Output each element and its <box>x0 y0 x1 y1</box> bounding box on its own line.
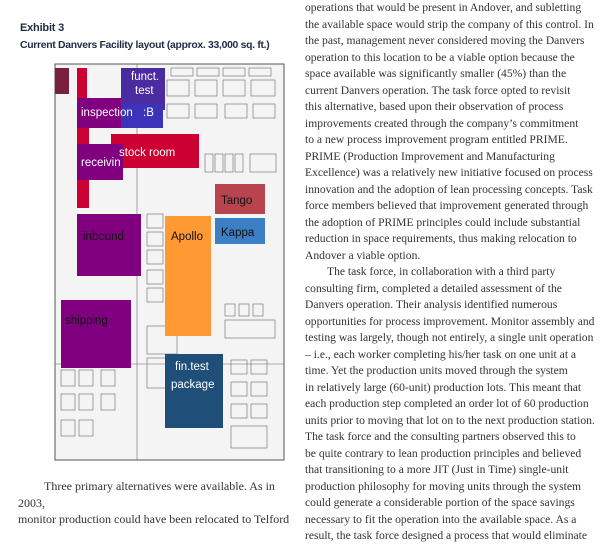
body-line: opportunities for process improvement. Monitor assembly and <box>305 314 595 328</box>
body-line: consulting firm, completed a detailed assessment of the <box>305 281 562 295</box>
exhibit-subtitle: Current Danvers Facility layout (approx. 33,000 sq. ft.) <box>20 40 270 51</box>
inbound-region <box>77 214 141 276</box>
facility-floorplan <box>55 64 284 460</box>
exhibit-title: Exhibit 3 <box>20 22 65 34</box>
shipping-label: shipping <box>65 315 108 327</box>
body-line: Excellence) was a relatively new initiative focused on process <box>305 166 593 179</box>
body-line: force members believed that improvement generated through <box>305 199 589 212</box>
body-line: the past, management never considered moving the Danvers <box>305 34 585 47</box>
body-line: production philosophy for moving units through the system <box>305 479 581 493</box>
body-line: reduction in space requirements, thus making relocation to <box>305 232 577 245</box>
body-line: Danvers operation. Their analysis identified numerous <box>305 298 558 311</box>
funct-test-label-1: funct. <box>131 71 160 83</box>
body-line: units prior to moving that lot on to the next production station. <box>305 413 595 427</box>
shipping-region <box>61 300 131 368</box>
fin-test-label: fin.test <box>175 361 209 373</box>
body-line: the available space would strip the company of this control. In <box>305 17 594 31</box>
right-column <box>305 0 611 542</box>
body-line: PRIME (Production Improvement and Manufacturing <box>305 149 555 163</box>
body-line: current Danvers operation. The task force opted to revisit <box>305 83 571 97</box>
body-line: be quite contrary to lean production principles and believed <box>305 446 582 460</box>
left-column <box>0 0 295 526</box>
pcb-label: :B <box>143 107 154 119</box>
body-line: could generate a considerable portion of the space savings <box>305 496 575 509</box>
receiving-label: receivin <box>81 157 121 169</box>
body-line: in relatively large (60-unit) production lots. This meant that <box>305 380 582 394</box>
body-line: operation to this location to be a viable option because the <box>305 50 575 64</box>
body-line: testing was largely, though not entirely, a single unit operation <box>305 331 594 344</box>
stock-room-label: stock room <box>119 147 176 159</box>
kappa-label: Kappa <box>221 227 255 239</box>
body-line: that transitioning to a more JIT (Just in Time) single-unit <box>305 463 569 476</box>
top-left-wall-block <box>55 68 69 94</box>
body-line: operations that would be present in Andover, and subletting <box>305 1 582 14</box>
body-line: innovation and the adoption of lean processing concepts. Task <box>305 182 593 196</box>
body-line: time. Yet the production units moved through the system <box>305 364 568 377</box>
body-line: space available was significantly smaller (45%) than the <box>305 67 567 80</box>
left-paragraph <box>18 478 293 528</box>
body-line: necessary to fit the operation into the available space. As a <box>305 512 577 526</box>
body-line: Andover a viable option. <box>305 248 421 262</box>
apollo-label: Apollo <box>171 231 203 243</box>
body-line: each production step completed an order lot of 60 production <box>305 397 589 410</box>
body-line: this alternative, based upon their observation of process <box>305 100 564 113</box>
funct-test-label-2: test <box>135 85 154 97</box>
package-label: package <box>171 379 215 391</box>
body-line-indent: The task force, in collaboration with a third party <box>327 265 556 278</box>
inspection-label: inspection <box>81 107 133 119</box>
body-line: improvements created through the company’s commitment <box>305 116 579 130</box>
red-block-small <box>77 68 87 98</box>
body-line: The task force and the consulting partners observed this to <box>305 430 576 443</box>
body-line: – i.e., each worker completing his/her task on one unit at a <box>305 347 577 361</box>
left-line-2: monitor production could have been relocated to Telford <box>18 512 290 526</box>
left-line-1: Three primary alternatives were available. As in 2003, <box>18 479 275 510</box>
body-line: the adoption of PRIME principles could include substantial <box>305 215 581 229</box>
inbound-label: inbound <box>83 231 124 243</box>
tango-label: Tango <box>221 195 253 207</box>
body-line: result, the task force designed a process that would eliminate <box>305 529 588 542</box>
body-line: to a new process improvement program entitled PRIME. <box>305 133 568 146</box>
